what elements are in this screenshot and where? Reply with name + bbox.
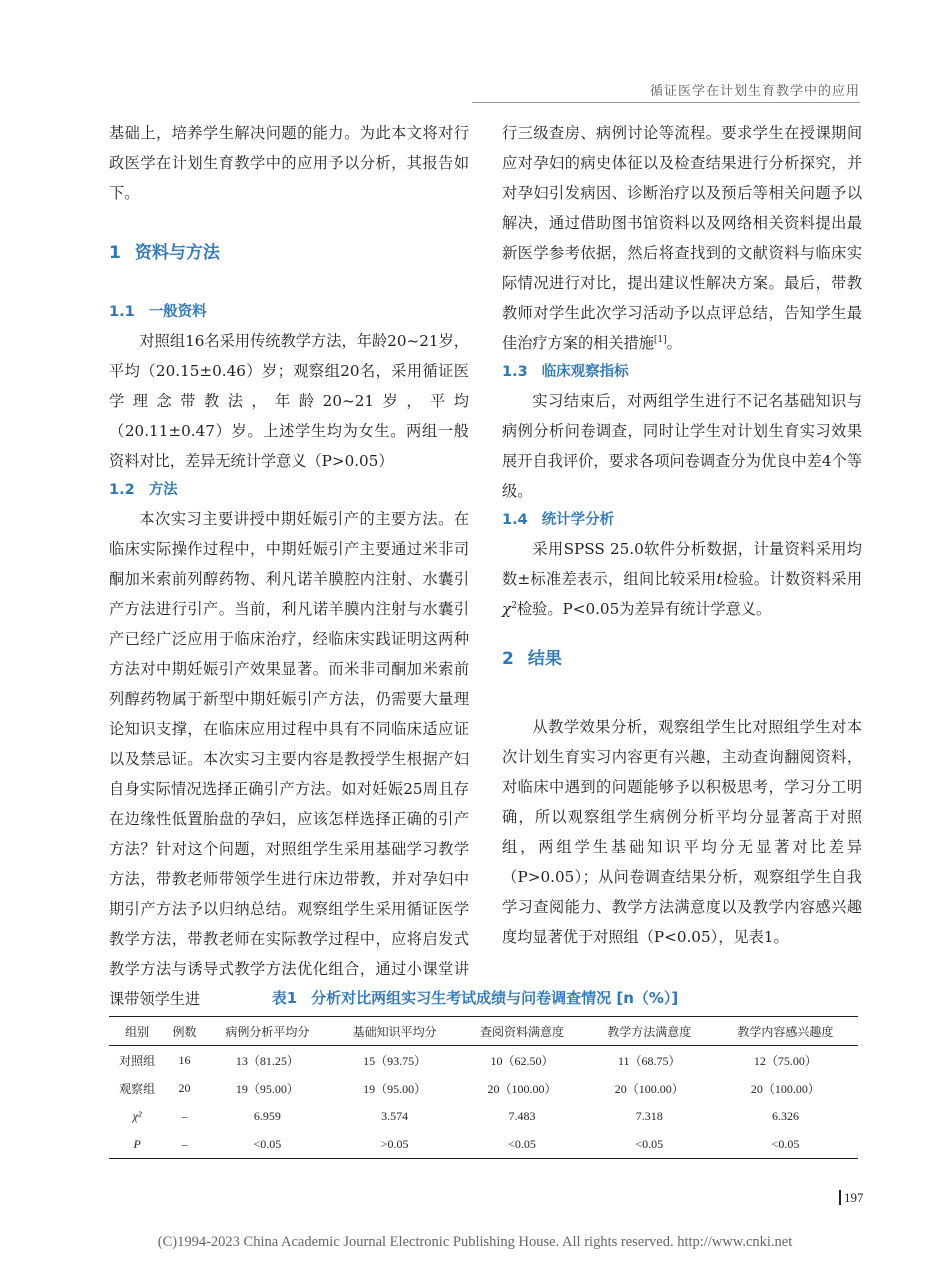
table-cell: <0.05 bbox=[586, 1130, 713, 1159]
table-number: 表1 bbox=[271, 989, 298, 1007]
table-cell: <0.05 bbox=[204, 1130, 331, 1159]
subsection-heading-methods bbox=[109, 476, 469, 504]
section-title: 资料与方法 bbox=[134, 243, 220, 263]
table-cell: 11（68.75） bbox=[617, 1053, 681, 1068]
methods-paragraph-continued bbox=[502, 118, 862, 358]
section-heading-results bbox=[502, 644, 862, 674]
copyright-footer: (C)1994-2023 China Academic Journal Electronic Publishing House. All rights reserved. http://www.cnki.net bbox=[157, 1234, 793, 1250]
table-cell: 7.318 bbox=[635, 1108, 663, 1123]
table-cell: P bbox=[109, 1130, 165, 1159]
table-header: 教学内容感兴趣度 bbox=[713, 1017, 858, 1046]
table-caption bbox=[0, 987, 950, 1008]
table-header: 基础知识平均分 bbox=[331, 1017, 458, 1046]
table-cell: 20（100.00） bbox=[614, 1081, 684, 1096]
right-column bbox=[502, 118, 862, 952]
table-cell: 16 bbox=[178, 1052, 191, 1067]
subsection-title: 统计学分析 bbox=[541, 512, 615, 528]
table-cell: 13（81.25） bbox=[235, 1053, 299, 1068]
table-cell: 6.959 bbox=[253, 1108, 281, 1123]
table-header: 组别 bbox=[109, 1017, 165, 1046]
methods-paragraph: 本次实习主要讲授中期妊娠引产的主要方法。在临床实际操作过程中，中期妊娠引产主要通过米非司酮加米索前列醇药物、利凡诺羊膜腔内注射、水囊引产方法进行引产。当前，利凡诺羊膜内注射与水囊引产已经广泛应用于临床治疗，经临床实践证明这两种方法对中期妊娠引产效果显著。而米非司酮加米索前列醇药物属于新型中期妊娠引产方法，仍需要大量理论知识支撑，在临床应用过程中具有不同临床适应证以及禁忌证。本次实习主要内容是教授学生根据产妇自身实际情况选择正确引产方法。如对妊娠25周且存在边缘性低置胎盘的孕妇，应该怎样选择正确的引产方法？针对这个问题，对照组学生采用基础学习教学方法，带教老师带领学生进行床边带教，并对孕妇中期引产方法予以归纳总结。观察组学生采用循证医学教学方法，带教老师在实际教学过程中，应将启发式教学方法与诱导式教学方法优化组合，通过小课堂讲课带领学生进 bbox=[109, 510, 469, 1008]
table-cell: 20（100.00） bbox=[750, 1081, 820, 1096]
subsection-title: 一般资料 bbox=[148, 304, 207, 320]
section-heading-methods bbox=[109, 238, 469, 268]
table-header-row bbox=[109, 1017, 858, 1046]
table-header: 例数 bbox=[165, 1017, 204, 1046]
results-paragraph: 从教学效果分析，观察组学生比对照组学生对本次计划生育实习内容更有兴趣，主动查询翻阅资料，对临床中遇到的问题能够予以积极思考，学习分工明确，所以观察组学生病例分析平均分显著高于对照组，两组学生基础知识平均分无显著对比差异（P>0.05）；从问卷调查结果分析，观察组学生自我学习查阅能力、教学方法满意度以及教学内容感兴趣度均显著优于对照组（P<0.05），见表1。 bbox=[502, 718, 862, 946]
methods-text: 行三级查房、病例讨论等流程。要求学生在授课期间应对孕妇的病史体征以及检查结果进行分析探究，并对孕妇引发病因、诊断治疗以及预后等相关问题予以解决，通过借助图书馆资料以及网络相关资料提出最新医学参考依据，然后将查找到的文献资料与临床实际情况进行对比，提出建议性解决方案。最后，带教教师对学生此次学习活动予以点评总结，告知学生最佳治疗方案的相关措施 bbox=[502, 124, 862, 352]
table-cell: 观察组 bbox=[119, 1081, 156, 1096]
subsection-number: 1.4 bbox=[502, 512, 528, 528]
intro-paragraph: 基础上，培养学生解决问题的能力。为此本文将对行政医学在计划生育教学中的应用予以分析，其报告如下。 bbox=[109, 124, 469, 202]
table-cell: 19（95.00） bbox=[363, 1081, 427, 1096]
subsection-title: 临床观察指标 bbox=[541, 364, 629, 380]
general-data-paragraph: 对照组16名采用传统教学方法，年龄20~21岁，平均（20.15±0.46）岁；观察组20名，采用循证医学理念带教法，年龄20~21岁，平均（20.11±0.47）岁。上述学生均为女生。两组一般资料对比，差异无统计学意义（P>0.05） bbox=[109, 332, 469, 470]
statistics-paragraph bbox=[502, 534, 862, 624]
table-cell: 10（62.50） bbox=[490, 1053, 554, 1068]
subsection-number: 1.1 bbox=[109, 304, 135, 320]
t-symbol: t bbox=[716, 570, 723, 588]
indicators-paragraph: 实习结束后，对两组学生进行不记名基础知识与病例分析问卷调查，同时让学生对计划生育实习效果展开自我评价，要求各项问卷调查分为优良中差4个等级。 bbox=[502, 392, 862, 500]
table-header: 病例分析平均分 bbox=[204, 1017, 331, 1046]
chi-superscript: 2 bbox=[511, 600, 517, 611]
table-cell: χ² bbox=[132, 1108, 142, 1123]
statistics-text-a: 采用SPSS 25.0软件分析数据，计量资料采用均数±标准差表示，组间比较采用 bbox=[502, 540, 862, 588]
subsection-heading-indicators bbox=[502, 358, 862, 386]
section-number: 2 bbox=[502, 649, 514, 669]
statistics-text-c: 检验。P<0.05为差异有统计学意义。 bbox=[516, 600, 772, 618]
left-column bbox=[109, 118, 469, 1014]
table-row bbox=[109, 1102, 858, 1130]
results-table bbox=[109, 1016, 858, 1159]
table-cell: <0.05 bbox=[713, 1130, 858, 1159]
table-cell: <0.05 bbox=[458, 1130, 585, 1159]
subsection-number: 1.3 bbox=[502, 364, 528, 380]
chi-symbol: χ bbox=[502, 600, 512, 618]
table-cell: 7.483 bbox=[508, 1108, 536, 1123]
table-cell: 对照组 bbox=[119, 1053, 156, 1068]
table-cell: – bbox=[165, 1130, 204, 1159]
table-cell: 12（75.00） bbox=[753, 1053, 817, 1068]
methods-end: 。 bbox=[666, 334, 682, 352]
table-cell: 20 bbox=[178, 1080, 191, 1095]
table-cell: >0.05 bbox=[331, 1130, 458, 1159]
table-header: 教学方法满意度 bbox=[586, 1017, 713, 1046]
table-row bbox=[109, 1074, 858, 1102]
table-cell: 15（93.75） bbox=[363, 1053, 427, 1068]
subsection-heading-statistics bbox=[502, 506, 862, 534]
subsection-number: 1.2 bbox=[109, 482, 135, 498]
section-title: 结果 bbox=[527, 649, 562, 669]
table-cell: 19（95.00） bbox=[235, 1081, 299, 1096]
table-header: 查阅资料满意度 bbox=[458, 1017, 585, 1046]
table-cell: 20（100.00） bbox=[487, 1081, 557, 1096]
subsection-title: 方法 bbox=[148, 482, 178, 498]
statistics-text-b: 检验。计数资料采用 bbox=[722, 570, 863, 588]
table-cell: 3.574 bbox=[381, 1108, 409, 1123]
section-number: 1 bbox=[109, 243, 121, 263]
table-row bbox=[109, 1130, 858, 1159]
table-title: 分析对比两组实习生考试成绩与问卷调查情况 [n（%）] bbox=[311, 989, 679, 1007]
running-head: 循证医学在计划生育教学中的应用 bbox=[472, 80, 860, 103]
citation-ref: [1] bbox=[653, 334, 667, 345]
table-row bbox=[109, 1046, 858, 1075]
table-cell: 6.326 bbox=[771, 1108, 799, 1123]
table-cell: – bbox=[181, 1108, 188, 1123]
page-number: 197 bbox=[839, 1190, 864, 1205]
subsection-heading-general bbox=[109, 298, 469, 326]
